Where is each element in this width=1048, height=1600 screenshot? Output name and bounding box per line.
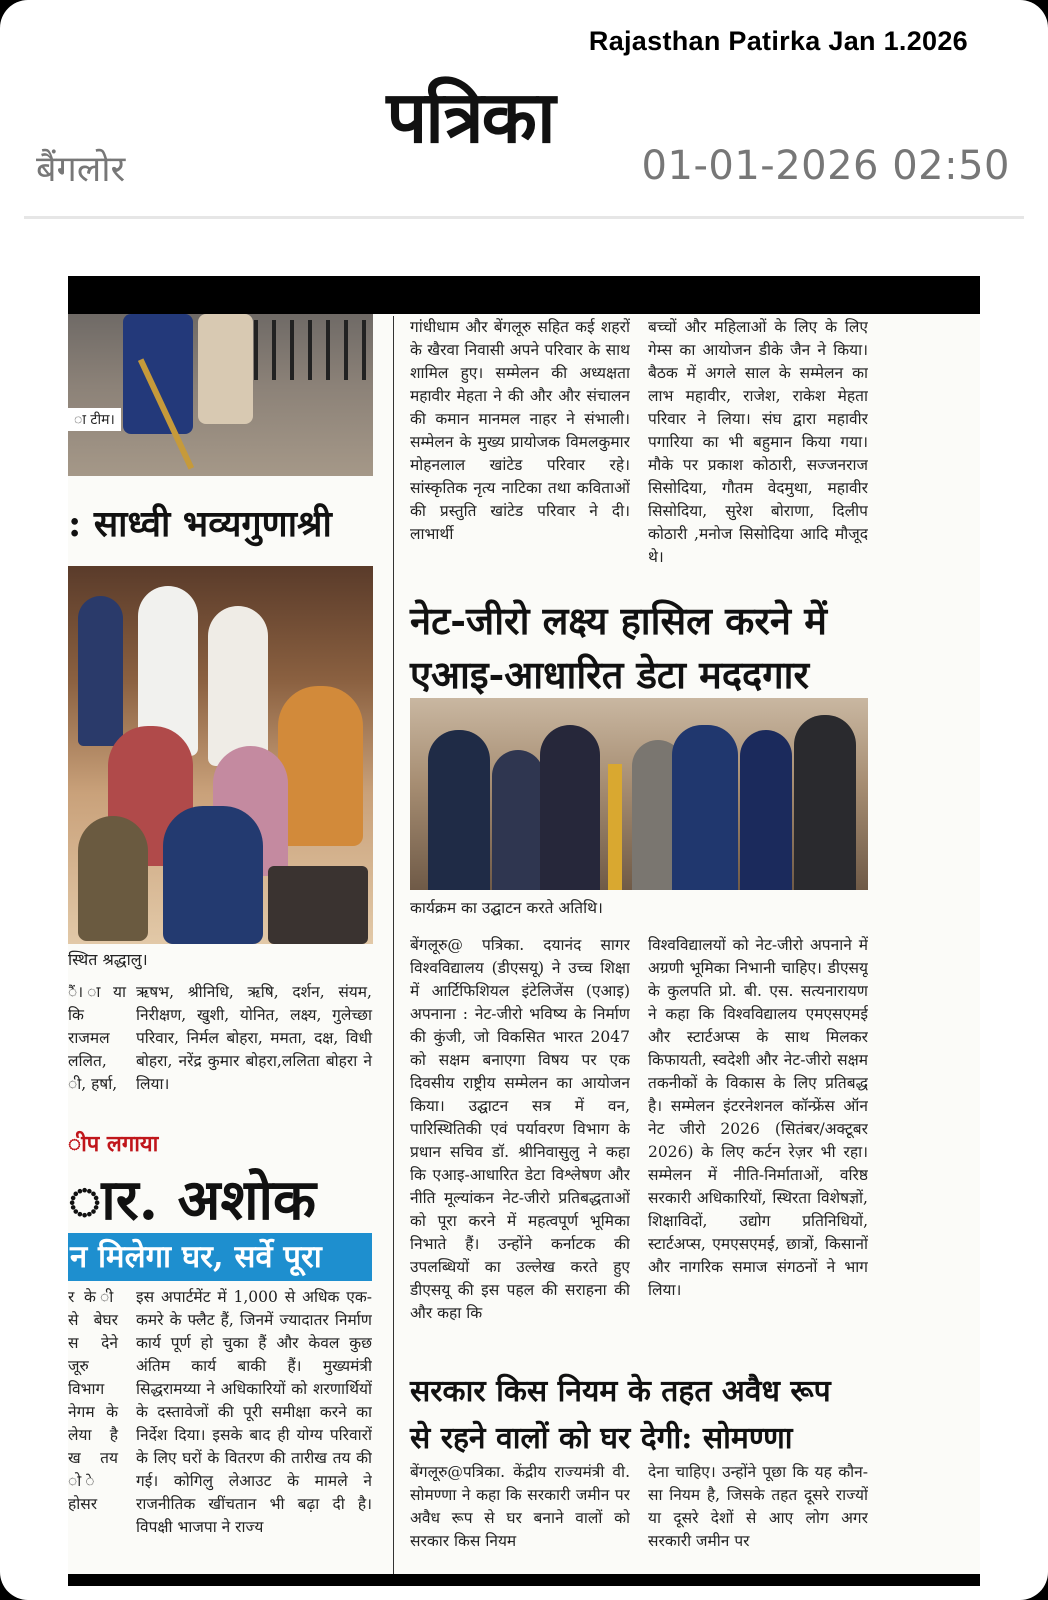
edition-city: बैंगलोर: [36, 149, 126, 190]
clipping-top-bar: [68, 276, 980, 314]
headline-somanna-line1: सरकार किस नियम के तहत अवैध रूप: [410, 1374, 831, 1409]
devotees-group-photo: [68, 566, 373, 944]
newspaper-masthead: पत्रिका: [386, 74, 554, 159]
header-divider: [24, 216, 1024, 219]
paragraph-apartment: इस अपार्टमेंट में 1,000 से अधिक एक-कमरे के फ्लैट हैं, जिनमें ज्यादातर निर्माण कार्य पूर्ण हो चुका हैं और केवल कुछ अंतिम कार्य बाकी हैं। मुख्यमंत्री सिद्धरामय्या ने अधिकारियों को शरणार्थियों के दस्तावेजों की पूरी समीक्षा करने का निर्देश दिया। इसके बाद ही योग्य परिवारों के लिए घरों के वितरण की तारीख तय की गई। कोगिलु लेआउट के मामले ने राजनीतिक खींचतान भी बढ़ा दी है। विपक्षी भाजपा ने राज्य: [136, 1288, 372, 1536]
paragraph-somanna-e: बेंगलूरु@पत्रिका. केंद्रीय राज्यमंत्री वी. सोमण्णा ने कहा कि सरकारी जमीन पर अवैध रूप से घर बनाने वालों को सरकार किस नियम: [410, 1463, 630, 1550]
newspaper-clipping: [68, 276, 980, 1586]
ceremonial-lamp: [608, 764, 622, 890]
paragraph-net-zero-d: विश्वविद्यालयों को नेट-जीरो अपनाने में अग्रणी भूमिका निभानी चाहिए। डीएसयू के कुलपति प्रो. बी. एस. सत्यनारायण ने कहा कि विश्वविद्यालय एमएसएमई और स्टार्टअप्स के साथ मिलकर किफायती, स्वदेशी और नेट-जीरो सक्षम तकनीकों के विकास के लिए प्रतिबद्ध है। सम्मेलन इंटरनेशनल कॉन्फ्रेंस ऑन नेट जीरो 2026 (सितंबर/अक्टूबर 2026) के लिए कर्टन रेज़र भी रहा। सम्मेलन में नीति-निर्माताओं, वरिष्ठ सरकारी अधिकारियों, स्थिरता विशेषज्ञों, शिक्षाविदों, उद्योग प्रतिनिधियों, स्टार्टअप्स, एमएसएमई, छात्रों, किसानों और नागरिक समाज संगठनों ने भाग लिया।: [648, 936, 868, 1299]
headline-red-fragment: ीप लगाया: [68, 1131, 159, 1157]
column-divider: [393, 316, 394, 1576]
headline-net-zero-line2: एआइ-आधारित डेटा मददगार: [410, 652, 810, 697]
street-procession-photo: [68, 314, 373, 476]
headline-ashok: ार. अशोक: [68, 1167, 317, 1233]
source-caption: Rajasthan Patirka Jan 1.2026: [588, 26, 968, 56]
paragraph-somanna-f: देना चाहिए। उन्होंने पूछा कि यह कौन-सा नियम है, जिसके तहत दूसरे राज्यों या दूसरे देशों से आए लोग अगर सरकारी जमीन पर: [648, 1463, 868, 1550]
paragraph-conference-a: गांधीधाम और बेंगलूरु सहित कई शहरों के खैरवा निवासी अपने परिवार के साथ शामिल हुए। सम्मेलन की अध्यक्षता महावीर मेहता ने की और और संचालन की कमान मानमल नाहर ने संभाली। सम्मेलन के मुख्य प्रायोजक विमलकुमार मोहनलाल खांटेड परिवार रहे। सांस्कृतिक नृत्य नाटिका तथा कविताओं की प्रस्तुति खांटेड परिवार ने दी। लाभार्थी: [410, 318, 630, 543]
headline-net-zero-line1: नेट-जीरो लक्ष्य हासिल करने में: [410, 598, 827, 643]
photo-caption-inauguration: कार्यक्रम का उद्घाटन करते अतिथि।: [410, 899, 603, 917]
headline-blue-band: न मिलेगा घर, सर्वे पूरा: [68, 1233, 372, 1281]
paragraph-fragment: ैं। ाया कि राजमल ललित, ी, हर्षा,: [68, 983, 126, 1093]
paragraph-conference-b: बच्चों और महिलाओं के लिए के लिए गेम्स का आयोजन डीके जैन ने किया। बैठक में अगले साल के सम्मेलन का लाभ महावीर, राजेश, राकेश मेहता परिवार ने लिया। संघ द्वारा महावीर पगारिया का भी बहुमान किया गया। मौके पर प्रकाश कोठारी, सज्जनराज सिसोदिया, गौतम वेदमुथा, महावीर सिसोदिया, सुरेश बोराणा, दिलीप कोठारी ,मनोज सिसोदिया आदि मौजूद थे।: [648, 318, 868, 566]
edition-datetime: 01-01-2026 02:50: [641, 143, 1010, 189]
paragraph-donor-names: ऋषभ, श्रीनिधि, ऋषि, दर्शन, संयम, निरीक्षण, खुशी, योनित, लक्ष्य, गुलेच्छा परिवार, निर्मल बोहरा, ममता, दक्ष, विधी बोहरा, नरेंद्र कुमार बोहरा,ललिता बोहरा ने लिया।: [136, 983, 372, 1093]
photo-caption-devotees: स्थित श्रद्धालु।: [68, 950, 148, 969]
paragraph-fragment-2: र के ी से बेघर स देने जूरु विभाग नेगम के लेया है ख तय ो े होसर: [68, 1288, 118, 1513]
headline-sadhvi: : साध्वी भव्यगुणाश्री: [68, 503, 332, 545]
headline-somanna-line2: से रहने वालों को घर देगी: सोमण्णा: [410, 1421, 793, 1456]
inauguration-photo: [410, 698, 868, 890]
paragraph-net-zero-c: बेंगलूरु@ पत्रिका. दयानंद सागर विश्वविद्यालय (डीएसयू) ने उच्च शिक्षा में आर्टिफिशियल इंटेलिजेंस (एआइ) अपनाना : नेट-जीरो भविष्य के निर्माण की कुंजी, जो विकसित भारत 2047 को सक्षम बनाएगा विषय पर एक दिवसीय राष्ट्रीय सम्मेलन का आयोजन किया। उद्घाटन सत्र में वन, पारिस्थितिकी एवं पर्यावरण विभाग के प्रधान सचिव डॉ. श्रीनिवासुलु ने कहा कि एआइ-आधारित डेटा विश्लेषण और नीति मूल्यांकन नेट-जीरो प्रतिबद्धताओं को पूरा करने में महत्वपूर्ण भूमिका निभाते हैं। उन्होंने कर्नाटक की उपलब्धियों का उल्लेख करते हुए डीएसयू की इस पहल की सराहना की और कहा कि: [410, 936, 630, 1322]
clipping-bottom-bar: [68, 1574, 980, 1586]
photo-caption-team: ा टीम।: [68, 408, 121, 431]
